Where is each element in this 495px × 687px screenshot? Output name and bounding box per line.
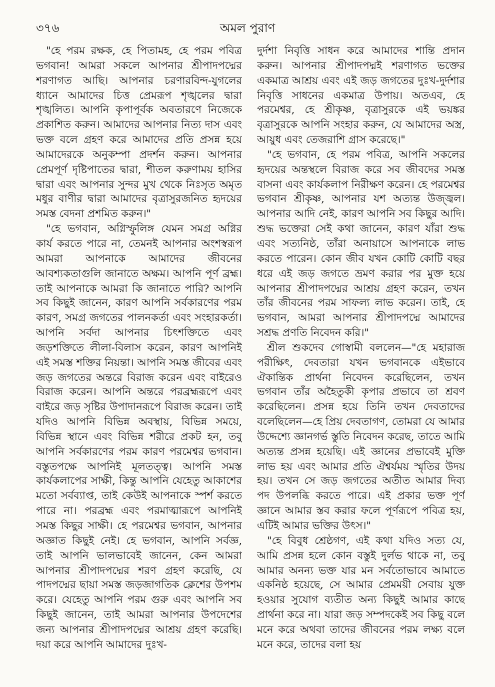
- right-column: [257, 44, 465, 674]
- paragraph: "হে ভগবান, অগ্নিস্ফুলিঙ্গ যেমন সমগ্র অগ্নির কার্য করতে পারে না, তেমনই আপনার অংশস্বরূপ আমরা আপনাকে আমাদের জীবনের আবশ্যকতাগুলি জানাতে অক্ষম। আপনি পূর্ণ ব্রহ্ম। তাই আপনাকে আমরা কি জানাতে পারি? আপনি সব কিছুই জানেন, কারণ আপনি সর্বকারণের পরম কারণ, সমগ্র জগতের পালনকর্তা এবং সংহারকর্তা। আপনি সর্বদা আপনার চিৎশক্তিতে এবং জড়শক্তিতে লীলা-বিলাস করেন, কারণ আপনিই এই সমস্ত শক্তির নিয়ন্তা। আপনি সমস্ত জীবের এবং জড় জগতের অন্তরে বিরাজ করেন এবং বাইরেও বিরাজ করেন। আপনি অন্তরে পরব্রহ্মরূপে এবং বাইরে জড় সৃষ্টির উপাদানরূপে বিরাজ করেন। তাই যদিও আপনি বিভিন্ন অবস্থায়, বিভিন্ন সময়ে, বিভিন্ন স্থানে এবং বিভিন্ন শরীরে প্রকট হন, তবু আপনি সর্বকারণের পরম কারণ পরমেশ্বর ভগবান। বস্তুতপক্ষে আপনিই মূলতত্ত্ব। আপনি সমস্ত কার্যকলাপের সাক্ষী, কিন্তু আপনি যেহেতু আকাশের মতো সর্বব্যাপ্ত, তাই কেউই আপনাকে স্পর্শ করতে পারে না। পরব্রহ্ম এবং পরমাত্মারূপে আপনিই সমস্ত কিছুর সাক্ষী। হে পরমেশ্বর ভগবান, আপনার অজ্ঞাত কিছুই নেই। হে ভগবান, আপনি সর্বজ্ঞ, তাই আপনি ভালভাবেই জানেন, কেন আমরা আপনার শ্রীপাদপদ্মের শরণ গ্রহণ করেছি, যে পাদপদ্মের ছায়া সমস্ত জড়জাগতিক ক্লেশের উপশম করে। যেহেতু আপনি পরম গুরু এবং আপনি সব কিছুই জানেন, তাই আমরা আপনার উপদেশের জন্য আপনার শ্রীপাদপদ্মের আশ্রয় গ্রহণ করেছি। দয়া করে আপনি আমাদের দুঃখ-: [36, 223, 242, 651]
- page-number: ৩৭৬: [36, 21, 60, 35]
- paragraph: দুর্দশা নিবৃত্তি সাধন করে আমাদের শান্তি প্রদান করুন। আপনার শ্রীপাদপদ্মই শরণাগত ভক্তের একমাত্র আশ্রয় এবং এই জড় জগতের দুঃখ-দুর্দশার নিবৃত্তি সাধনের একমাত্র উপায়। অতএব, হে পরমেশ্বর, হে শ্রীকৃষ্ণ, বৃত্রাসুরকে এই ভয়ঙ্কর বৃত্রাসুরকে আপনি সংহার করুন, যে আমাদের অস্ত্র, আয়ুধ এবং তেজরাশি গ্রাস করেছে।": [257, 45, 465, 147]
- left-column: [36, 44, 242, 674]
- paragraph: "হে বিবুধ শ্রেষ্ঠগণ, এই কথা যদিও সত্য যে, আমি প্রসন্ন হলে কোন বস্তুই দুর্লভ থাকে না, তবু আমার অনন্য ভক্ত যার মন সর্বতোভাবে আমাতে একনিষ্ঠ হয়েছে, সে আমার প্রেমময়ী সেবায় যুক্ত হওয়ার সুযোগ ব্যতীত অন্য কিছুই আমার কাছে প্রার্থনা করে না। যারা জড় সম্পদকেই সব কিছু বলে মনে করে অথবা তাদের জীবনের পরম লক্ষ্য বলে মনে করে, তাদের বলা হয়: [257, 534, 465, 651]
- paragraph: "হে ভগবান, হে পরম পবিত্র, আপনি সকলের হৃদয়ের অন্তস্থলে বিরাজ করে সব জীবদের সমস্ত বাসনা এবং কার্যকলাপ নিরীক্ষণ করেন। হে পরমেশ্বর ভগবান শ্রীকৃষ্ণ, আপনার যশ অত্যন্ত উজ্জ্বল। আপনার আদি নেই, কারণ আপনি সব কিছুর আদি। শুদ্ধ ভক্তেরা সেই কথা জানেন, কারণ যাঁরা শুদ্ধ এবং সত্যনিষ্ঠ, তাঁরা অনায়াসে আপনাকে লাভ করতে পারেন। কোন জীব যখন কোটি কোটি বছর ধরে এই জড় জগতে ভ্রমণ করার পর মুক্ত হয়ে আপনার শ্রীপাদপদ্মের আশ্রয় গ্রহণ করেন, তখন তাঁর জীবনের পরম সাফল্য লাভ করেন। তাই, হে ভগবান, আমরা আপনার শ্রীপাদপদ্মে আমাদের সশ্রদ্ধ প্রণতি নিবেদন করি।": [257, 148, 465, 340]
- paragraph: "হে পরম রক্ষক, হে পিতামহ, হে পরম পবিত্র ভগবান! আমরা সকলে আপনার শ্রীপাদপদ্মের শরণাগত আছি। আপনার চরণারবিন্দ-যুগলের ধ্যানে আমাদের চিত্ত প্রেমরূপ শৃঙ্খলের দ্বারা শৃঙ্খলিত। আপনি কৃপাপূর্বক অবতারণে নিজেকে প্রকাশিত করুন। আমাদের আপনার নিত্য দাস এবং ভক্ত বলে গ্রহণ করে আমাদের প্রতি প্রসন্ন হয়ে আমাদেরকে অনুকম্পা প্রদর্শন করুন। আপনার প্রেমপূর্ণ দৃষ্টিপাতের দ্বারা, শীতল করুণাময় হাসির দ্বারা এবং আপনার সুন্দর মুখ থেকে নিঃসৃত অমৃত মধুর বাণীর দ্বারা আমাদের বৃত্রাসুরজনিত হৃদয়ের সমস্ত বেদনা প্রশমিত করুন।": [36, 45, 242, 221]
- page-header: [36, 20, 459, 38]
- paragraph: শ্রীল শুকদেব গোস্বামী বললেন—"হে মহারাজ পরীক্ষিৎ, দেবতারা যখন ভগবানকে এইভাবে ঐকান্তিক প্রার্থনা নিবেদন করেছিলেন, তখন ভগবান তাঁর অহৈতুকী কৃপার প্রভাবে তা শ্রবণ করেছিলেন। প্রসন্ন হয়ে তিনি তখন দেবতাদের বলেছিলেন—হে প্রিয় দেবতাগণ, তোমরা যে আমার উদ্দেশ্যে জ্ঞানগর্ভ স্তুতি নিবেদন করেছ, তাতে আমি অত্যন্ত প্রসন্ন হয়েছি। এই জ্ঞানের প্রভাবেই মুক্তি লাভ হয় এবং আমার প্রতি ঐশ্বর্যময় স্মৃতির উদয় হয়। তখন সে জড় জগতের অতীত আমার দিব্য পদ উপলব্ধি করতে পারে। এই প্রকার ভক্ত পূর্ণ জ্ঞানে আমার স্তব করার ফলে পূর্ণরূপে পবিত্র হয়, এটিই আমার ভক্তির উৎস।": [257, 341, 465, 532]
- running-title: অমল পুরাণ: [219, 21, 276, 35]
